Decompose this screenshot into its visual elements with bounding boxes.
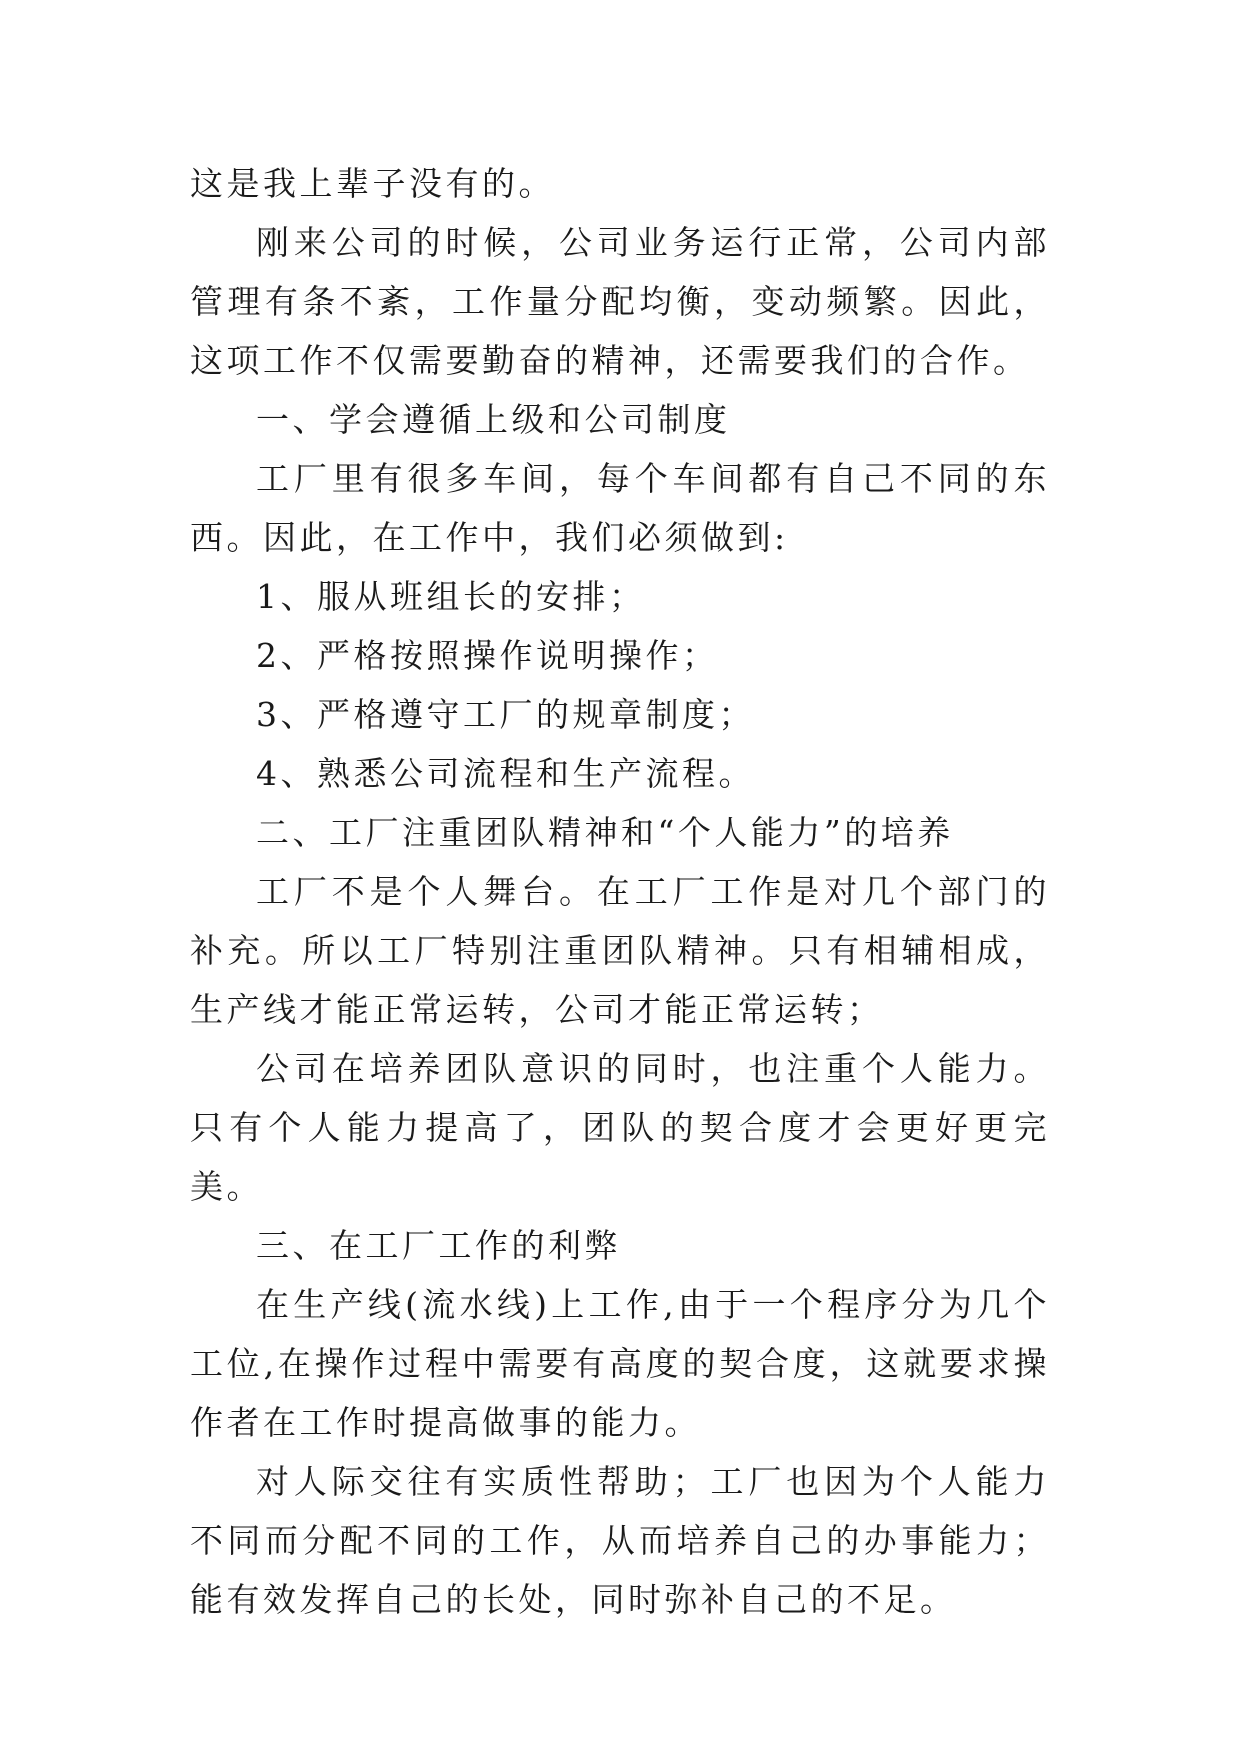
- list-item: 3、严格遵守工厂的规章制度；: [256, 695, 755, 734]
- paragraph: 对人际交往有实质性帮助；工厂也因为个人能力不同而分配不同的工作，从而培养自己的办事能力；能有效发挥自己的长处，同时弥补自己的不足。: [190, 1462, 1050, 1619]
- section-heading: 一、学会遵循上级和公司制度: [256, 400, 731, 439]
- paragraph: 工厂不是个人舞台。在工厂工作是对几个部门的补充。所以工厂特别注重团队精神。只有相辅相成，生产线才能正常运转，公司才能正常运转；: [190, 872, 1050, 1029]
- section-heading: 三、在工厂工作的利弊: [256, 1226, 621, 1265]
- section-heading: 二、工厂注重团队精神和“个人能力”的培养: [256, 813, 954, 852]
- list-item: 4、熟悉公司流程和生产流程。: [256, 754, 755, 793]
- paragraph: 刚来公司的时候，公司业务运行正常，公司内部管理有条不紊，工作量分配均衡，变动频繁。因此，这项工作不仅需要勤奋的精神，还需要我们的合作。: [190, 223, 1050, 380]
- paragraph: 公司在培养团队意识的同时，也注重个人能力。只有个人能力提高了，团队的契合度才会更好更完美。: [190, 1049, 1050, 1206]
- paragraph: 这是我上辈子没有的。: [190, 164, 555, 203]
- list-item: 2、严格按照操作说明操作；: [256, 636, 719, 675]
- list-item: 1、服从班组长的安排；: [256, 577, 646, 616]
- paragraph: 在生产线(流水线)上工作,由于一个程序分为几个工位,在操作过程中需要有高度的契合度，这就要求操作者在工作时提高做事的能力。: [190, 1285, 1050, 1442]
- paragraph: 工厂里有很多车间，每个车间都有自己不同的东西。因此，在工作中，我们必须做到:: [190, 459, 1050, 557]
- document-body: [190, 154, 1050, 1629]
